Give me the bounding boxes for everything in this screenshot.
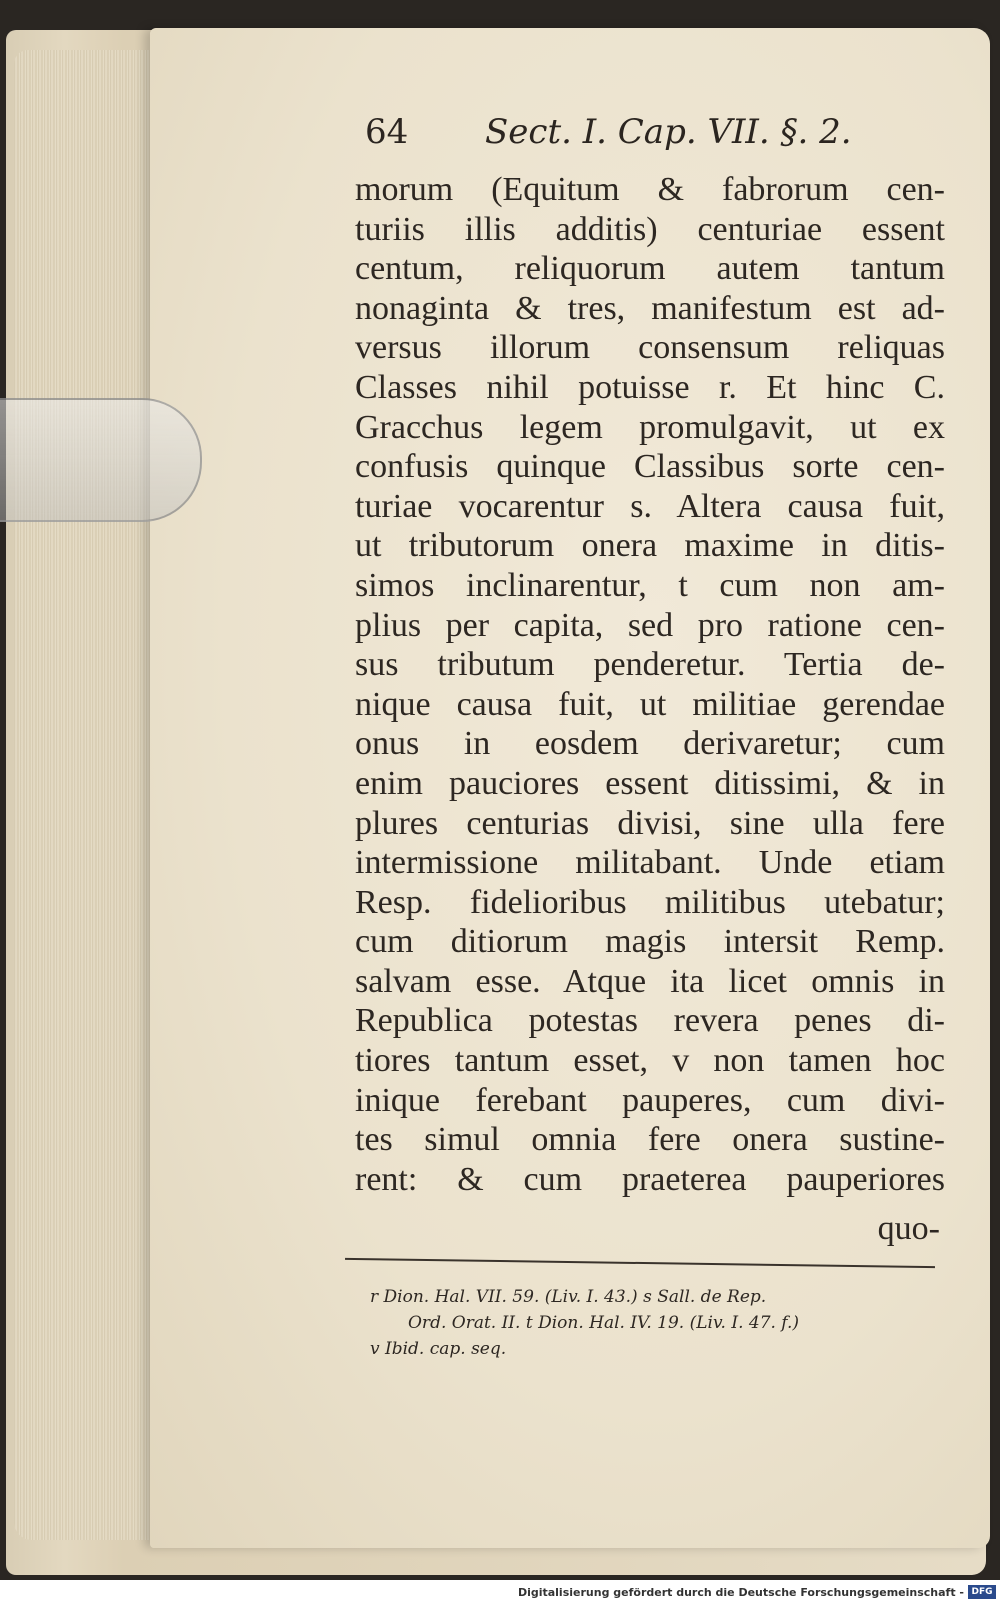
page-edges <box>14 50 154 1540</box>
running-head <box>365 112 885 162</box>
page-number: 64 <box>365 112 409 152</box>
section-heading: Sect. I. Cap. VII. §. 2. <box>485 112 852 152</box>
text-line: onus in eosdem derivaretur; cum <box>355 725 945 763</box>
text-line: nique causa fuit, ut militiae gerendae <box>355 685 945 723</box>
footnotes <box>370 1284 940 1362</box>
text-line: plius per capita, sed pro ratione cen- <box>355 606 945 644</box>
text-line: Resp. fidelioribus militibus utebatur; <box>355 883 945 921</box>
text-line: Gracchus legem promulgavit, ut ex <box>355 408 945 446</box>
banner-text: Digitalisierung gefördert durch die Deutsche Forschungsgemeinschaft - <box>517 1586 964 1599</box>
text-line: sus tributum penderetur. Tertia de- <box>355 646 945 684</box>
text-line: tiores tantum esset, v non tamen hoc <box>355 1042 945 1080</box>
text-line: tes simul omnia fere onera sustine- <box>355 1121 945 1159</box>
catchword: quo- <box>877 1210 940 1247</box>
text-line: enim pauciores essent ditissimi, & in <box>355 764 945 802</box>
text-line: inique ferebant pauperes, cum divi- <box>355 1081 945 1119</box>
text-line: versus illorum consensum reliquas <box>355 329 945 367</box>
footnote-line: v Ibid. cap. seq. <box>370 1339 507 1359</box>
text-line: cum ditiorum magis intersit Remp. <box>355 923 945 961</box>
footnote-line: r Dion. Hal. VII. 59. (Liv. I. 43.) s Sall. de Rep. <box>370 1287 767 1307</box>
text-line: Classes nihil potuisse r. Et hinc C. <box>355 368 945 406</box>
text-line: intermissione militabant. Unde etiam <box>355 844 945 882</box>
text-line: turiis illis additis) centuriae essent <box>355 210 945 248</box>
text-line: ut tributorum onera maxime in ditis- <box>355 527 945 565</box>
text-line: confusis quinque Classibus sorte cen- <box>355 448 945 486</box>
text-line: centum, reliquorum autem tantum <box>355 250 945 288</box>
text-line: nonaginta & tres, manifestum est ad- <box>355 289 945 327</box>
dfg-logo-icon: DFG <box>968 1585 996 1599</box>
text-line: morum (Equitum & fabrorum cen- <box>355 171 945 208</box>
digitization-banner <box>0 1580 1000 1609</box>
text-line: simos inclinarentur, t cum non am- <box>355 566 945 604</box>
text-line: rent: & cum praeterea pauperiores <box>355 1160 945 1198</box>
text-line: plures centurias divisi, sine ulla fere <box>355 804 945 842</box>
text-line: turiae vocarentur s. Altera causa fuit, <box>355 487 945 525</box>
footnote-line: Ord. Orat. II. t Dion. Hal. IV. 19. (Liv. I. 47. f.) <box>408 1313 800 1333</box>
text-line: Republica potestas revera penes di- <box>355 1002 945 1040</box>
page-clip <box>0 398 202 522</box>
text-line: salvam esse. Atque ita licet omnis in <box>355 962 945 1000</box>
body-text <box>355 170 945 1199</box>
